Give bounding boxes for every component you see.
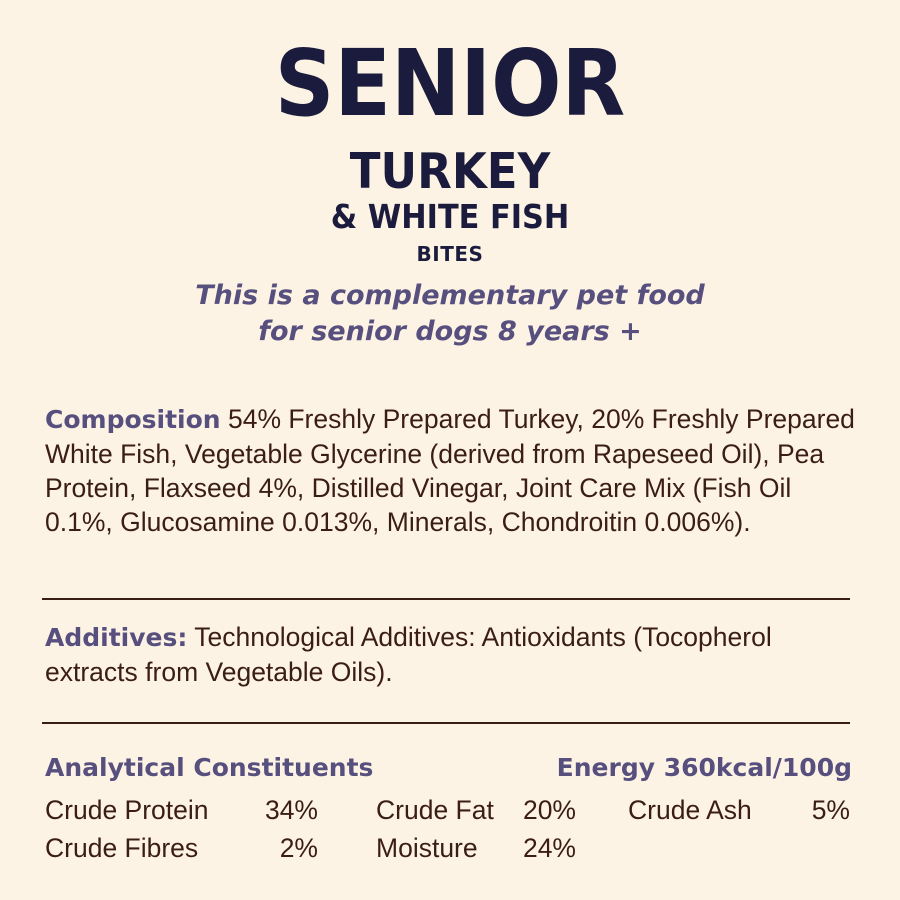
product-tagline: [0, 278, 900, 350]
product-flavour-line: TURKEY: [349, 143, 551, 200]
constituent-value: 24%: [522, 833, 576, 863]
constituent-value: 5%: [811, 795, 850, 825]
constituent-value: 34%: [264, 795, 318, 825]
additives-section: [45, 620, 857, 689]
composition-label: Composition: [45, 405, 221, 434]
constituent-name: Crude Fibres: [45, 833, 199, 863]
tagline-line-1: This is a complementary pet food: [195, 280, 705, 311]
product-flavour-subline: & WHITE FISH: [330, 197, 570, 236]
constituent-name: Moisture: [376, 833, 478, 863]
composition-text: 54% Freshly Prepared Turkey, 20% Freshly Prepared White Fish, Vegetable Glycerine (derived from Rapeseed Oil), Pea Protein, Flaxseed 4%, Distilled Vinegar, Joint Care Mix (Fish Oil 0.1%, Glucosamine 0.013%, Minerals, Chondroitin 0.006%).: [45, 404, 855, 537]
constituent-value: 20%: [522, 795, 576, 825]
composition-section: [45, 402, 857, 539]
energy-value: Energy 360kcal/100g: [556, 753, 852, 782]
constituent-value: 2%: [279, 833, 318, 863]
constituent-name: Crude Protein: [45, 795, 209, 825]
additives-label: Additives:: [45, 623, 188, 652]
constituent-name: Crude Fat: [376, 795, 494, 825]
analytical-heading: Analytical Constituents: [45, 753, 374, 782]
section-divider: [42, 722, 850, 724]
constituent-name: Crude Ash: [628, 795, 752, 825]
product-format: BITES: [416, 242, 484, 266]
tagline-line-2: for senior dogs 8 years +: [258, 316, 642, 347]
section-divider: [42, 598, 850, 600]
additives-text: Technological Additives: Antioxidants (Tocopherol extracts from Vegetable Oils).: [45, 622, 772, 687]
product-title: SENIOR: [274, 30, 626, 137]
